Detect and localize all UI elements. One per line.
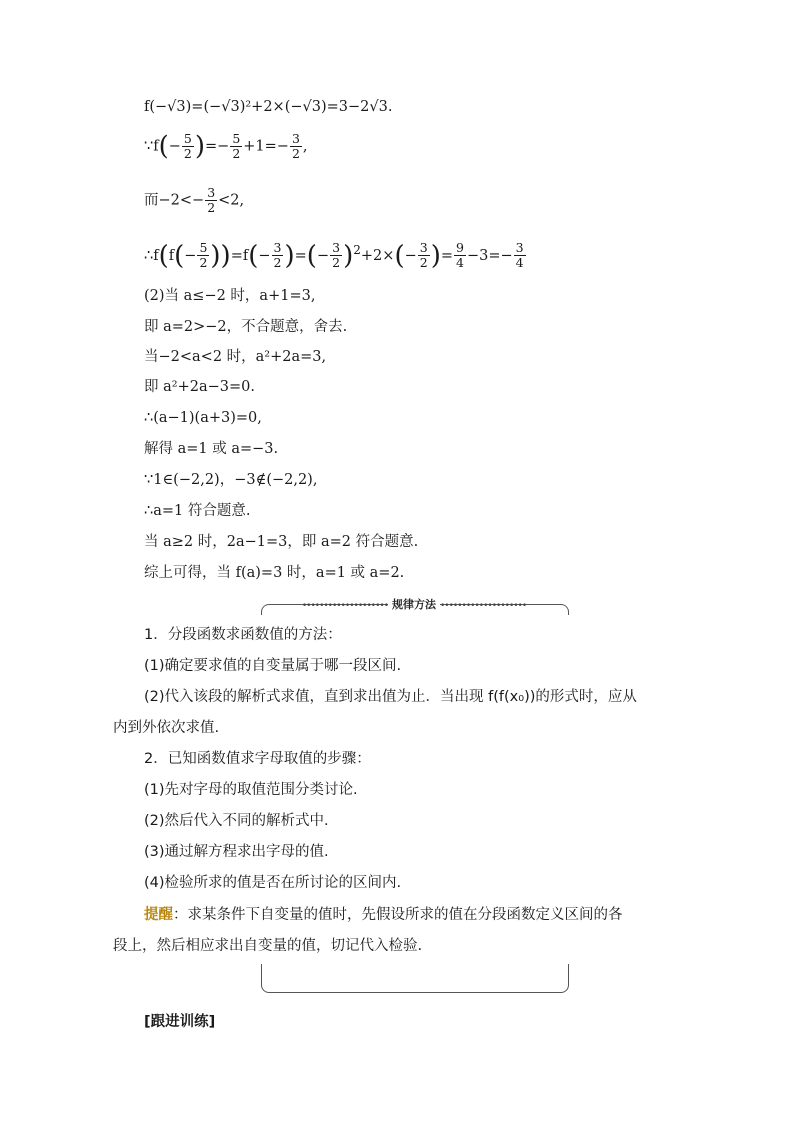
solution-line-9: ∴(a−1)(a+3)=0, [144, 410, 262, 426]
solution-line-6: 即 a=2>−2，不合题意，舍去. [144, 319, 348, 335]
method-item-2a: (1)先对字母的取值范围分类讨论. [144, 782, 358, 798]
method-item-1a: (1)确定要求值的自变量属于哪一段区间. [144, 658, 402, 674]
text: ∵f [144, 138, 159, 155]
solution-line-11: ∵1∈(−2,2)，−3∉(−2,2), [144, 472, 318, 488]
fraction: $\frac{3}{2}$ [207, 185, 216, 215]
solution-line-2: ∵f(− $\frac{5}{2}$ )=− $\frac{5}{2}$ +1=− $\frac{3}{2}$ , [144, 131, 308, 162]
solution-line-5: (2)当 a≤−2 时，a+1=3, [144, 288, 316, 304]
solution-line-7: 当−2<a<2 时，a²+2a=3, [144, 349, 327, 365]
hint-line [144, 905, 623, 925]
fraction: $\frac{3}{2}$ [291, 131, 300, 161]
method-item-2d: (4)检验所求的值是否在所讨论的区间内. [144, 875, 402, 891]
fraction: $\frac{5}{2}$ [183, 131, 192, 161]
method-item-2: 2．已知函数值求字母取值的步骤： [144, 751, 371, 767]
hint-text: ：求某条件下自变量的值时，先假设所求的值在分段函数定义区间的各 [173, 907, 623, 923]
method-item-2c: (3)通过解方程求出字母的值. [144, 844, 329, 860]
method-item-1b: (2)代入该段的解析式求值，直到求出值为止．当出现 f(f(x₀))的形式时，应从 [144, 689, 637, 705]
next-section-heading: [跟进训练] [144, 1014, 216, 1030]
method-item-2b: (2)然后代入不同的解析式中. [144, 813, 329, 829]
solution-line-4: ∴f(f(− $\frac{5}{2}$ ))=f(− $\frac{3}{2}$ )=(− $\frac{3}{2}$ )$^2$+2×(− $\frac{3}{2}$ )= $\frac{9}{4}$ −3=− $\frac{3}{4}$ [144, 240, 524, 271]
method-item-1: 1．分段函数求函数值的方法： [144, 627, 342, 643]
method-box-bottom-border [261, 964, 569, 993]
solution-line-12: ∴a=1 符合题意. [144, 503, 251, 519]
fraction: $\frac{5}{2}$ [232, 131, 241, 161]
solution-line-3: 而−2<− $\frac{3}{2}$ <2, [144, 185, 245, 215]
method-box-label: 规律方法 [388, 598, 440, 611]
method-item-1b-cont: 内到外依次求值. [113, 720, 220, 736]
solution-line-8: 即 a²+2a−3=0. [144, 379, 255, 395]
method-box-title: •••••••••••••••••••• 规律方法 •••••••••••••••••••• [301, 598, 527, 611]
solution-line-13: 当 a≥2 时，2a−1=3，即 a=2 符合题意. [144, 534, 419, 550]
solution-line-14: 综上可得，当 f(a)=3 时，a=1 或 a=2. [144, 565, 405, 581]
solution-line-10: 解得 a=1 或 a=−3. [144, 441, 279, 457]
solution-line-1: f(−√3)=(−√3)²+2×(−√3)=3−2√3. [144, 99, 393, 115]
hint-line-2: 段上，然后相应求出自变量的值，切记代入检验. [113, 938, 423, 954]
hint-label: 提醒 [144, 906, 173, 923]
